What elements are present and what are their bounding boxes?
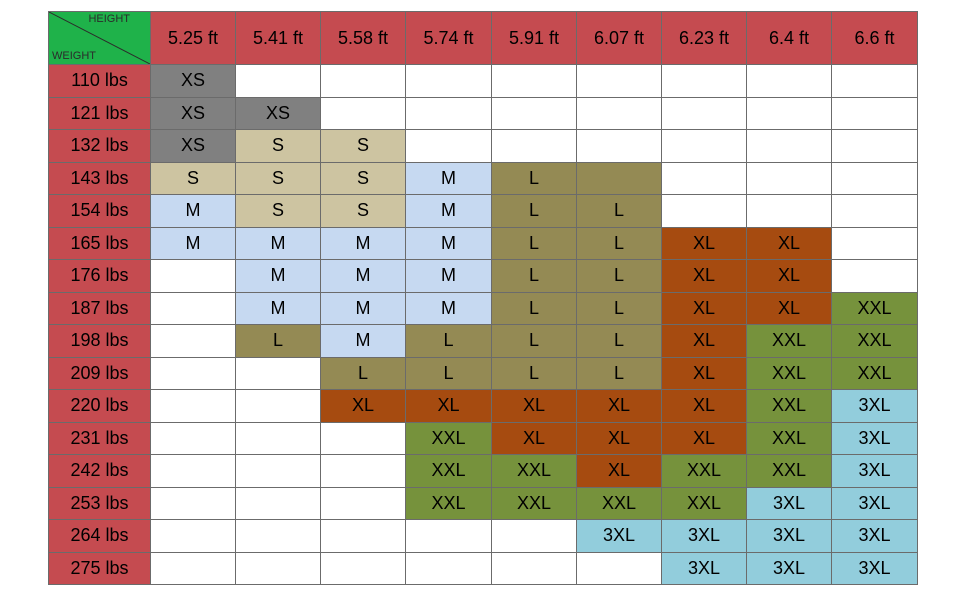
size-cell: L	[577, 292, 662, 325]
size-cell: XL	[406, 390, 492, 423]
size-cell	[321, 552, 406, 585]
weight-header-cell: 143 lbs	[49, 162, 151, 195]
size-cell: XS	[236, 97, 321, 130]
table-row	[49, 390, 918, 423]
size-cell	[236, 552, 321, 585]
size-cell: L	[577, 227, 662, 260]
size-cell: S	[321, 130, 406, 163]
size-cell	[832, 97, 918, 130]
weight-header-cell: 198 lbs	[49, 325, 151, 358]
size-cell: L	[236, 325, 321, 358]
size-cell: 3XL	[662, 520, 747, 553]
size-cell	[236, 455, 321, 488]
table-row	[49, 195, 918, 228]
corner-cell	[49, 12, 151, 65]
size-cell	[151, 260, 236, 293]
height-axis-label: HEIGHT	[88, 13, 130, 25]
size-cell: L	[577, 195, 662, 228]
size-cell	[406, 97, 492, 130]
size-cell: XL	[662, 325, 747, 358]
size-cell: XXL	[492, 455, 577, 488]
size-cell	[151, 390, 236, 423]
size-cell: XXL	[406, 455, 492, 488]
size-chart-body	[49, 12, 918, 585]
size-cell	[662, 162, 747, 195]
weight-header-cell: 242 lbs	[49, 455, 151, 488]
table-row	[49, 97, 918, 130]
size-cell	[832, 195, 918, 228]
size-cell	[236, 520, 321, 553]
size-cell: 3XL	[832, 390, 918, 423]
size-cell	[236, 422, 321, 455]
size-cell	[406, 65, 492, 98]
size-cell: XL	[321, 390, 406, 423]
size-cell	[151, 552, 236, 585]
height-header-cell: 6.6 ft	[832, 12, 918, 65]
height-header-cell: 6.07 ft	[577, 12, 662, 65]
size-cell: L	[492, 195, 577, 228]
size-cell	[577, 162, 662, 195]
table-row	[49, 422, 918, 455]
size-cell	[832, 65, 918, 98]
weight-header-cell: 121 lbs	[49, 97, 151, 130]
table-row	[49, 65, 918, 98]
size-cell: XL	[662, 357, 747, 390]
size-cell: M	[151, 195, 236, 228]
size-cell	[492, 552, 577, 585]
table-row	[49, 357, 918, 390]
table-row	[49, 325, 918, 358]
size-cell: XXL	[832, 325, 918, 358]
height-header-cell: 5.74 ft	[406, 12, 492, 65]
size-cell	[321, 487, 406, 520]
size-cell	[151, 422, 236, 455]
size-cell: L	[492, 325, 577, 358]
size-cell: M	[236, 292, 321, 325]
size-cell: M	[406, 260, 492, 293]
size-cell	[321, 422, 406, 455]
height-header-cell: 6.23 ft	[662, 12, 747, 65]
weight-header-cell: 209 lbs	[49, 357, 151, 390]
size-cell	[662, 130, 747, 163]
size-cell: XXL	[747, 455, 832, 488]
weight-axis-label: WEIGHT	[52, 50, 96, 62]
size-cell: XXL	[662, 455, 747, 488]
height-header-row	[49, 12, 918, 65]
size-cell: S	[236, 195, 321, 228]
size-cell: 3XL	[577, 520, 662, 553]
table-row	[49, 260, 918, 293]
size-cell	[406, 552, 492, 585]
size-cell: L	[492, 292, 577, 325]
size-cell: 3XL	[662, 552, 747, 585]
size-cell: L	[492, 227, 577, 260]
size-cell: XXL	[832, 292, 918, 325]
size-cell	[832, 130, 918, 163]
size-cell	[492, 65, 577, 98]
size-cell	[832, 260, 918, 293]
size-cell: M	[236, 260, 321, 293]
size-cell: M	[406, 292, 492, 325]
size-cell	[151, 292, 236, 325]
size-cell	[236, 65, 321, 98]
size-cell: XXL	[747, 422, 832, 455]
table-row	[49, 227, 918, 260]
size-cell	[236, 487, 321, 520]
size-cell: S	[151, 162, 236, 195]
size-cell: 3XL	[747, 552, 832, 585]
size-cell	[406, 520, 492, 553]
size-cell	[662, 97, 747, 130]
size-cell: 3XL	[832, 520, 918, 553]
size-cell	[151, 520, 236, 553]
size-cell: XL	[577, 455, 662, 488]
size-cell: 3XL	[832, 422, 918, 455]
size-cell	[321, 520, 406, 553]
size-cell: L	[492, 260, 577, 293]
size-cell: XXL	[832, 357, 918, 390]
size-cell: XL	[662, 292, 747, 325]
size-cell: XL	[662, 422, 747, 455]
size-cell: L	[406, 325, 492, 358]
height-header-cell: 5.58 ft	[321, 12, 406, 65]
size-cell: XXL	[406, 487, 492, 520]
size-cell: L	[577, 357, 662, 390]
weight-header-cell: 253 lbs	[49, 487, 151, 520]
size-cell: 3XL	[747, 520, 832, 553]
weight-header-cell: 264 lbs	[49, 520, 151, 553]
size-cell	[577, 552, 662, 585]
size-cell	[151, 487, 236, 520]
height-header-cell: 5.25 ft	[151, 12, 236, 65]
weight-header-cell: 275 lbs	[49, 552, 151, 585]
size-cell: 3XL	[747, 487, 832, 520]
height-header-cell: 5.41 ft	[236, 12, 321, 65]
size-cell: L	[492, 162, 577, 195]
size-cell: XL	[747, 260, 832, 293]
size-cell: XS	[151, 97, 236, 130]
size-cell	[406, 130, 492, 163]
table-row	[49, 552, 918, 585]
size-cell	[662, 65, 747, 98]
size-cell: S	[236, 162, 321, 195]
size-cell	[832, 227, 918, 260]
size-cell: L	[406, 357, 492, 390]
size-cell: XXL	[406, 422, 492, 455]
size-cell: 3XL	[832, 552, 918, 585]
size-cell: XL	[662, 390, 747, 423]
size-cell	[747, 162, 832, 195]
size-cell: 3XL	[832, 455, 918, 488]
size-cell	[577, 97, 662, 130]
size-cell: XL	[747, 227, 832, 260]
size-cell	[747, 97, 832, 130]
size-cell: M	[321, 227, 406, 260]
weight-header-cell: 220 lbs	[49, 390, 151, 423]
size-cell	[832, 162, 918, 195]
size-cell: XS	[151, 65, 236, 98]
size-cell: L	[577, 325, 662, 358]
size-cell	[492, 520, 577, 553]
size-cell: XL	[492, 390, 577, 423]
size-cell: XXL	[492, 487, 577, 520]
size-cell: XXL	[747, 390, 832, 423]
size-cell: L	[321, 357, 406, 390]
table-row	[49, 130, 918, 163]
size-cell: M	[406, 227, 492, 260]
size-cell: XL	[492, 422, 577, 455]
size-cell: XL	[662, 260, 747, 293]
table-row	[49, 162, 918, 195]
height-header-cell: 5.91 ft	[492, 12, 577, 65]
table-row	[49, 487, 918, 520]
size-cell: XS	[151, 130, 236, 163]
weight-header-cell: 187 lbs	[49, 292, 151, 325]
weight-header-cell: 154 lbs	[49, 195, 151, 228]
table-row	[49, 455, 918, 488]
size-cell: M	[321, 325, 406, 358]
height-header-cell: 6.4 ft	[747, 12, 832, 65]
size-cell	[151, 325, 236, 358]
size-cell: XL	[747, 292, 832, 325]
size-cell	[747, 65, 832, 98]
size-cell: M	[236, 227, 321, 260]
size-cell	[321, 65, 406, 98]
size-cell: S	[321, 195, 406, 228]
size-cell	[492, 130, 577, 163]
size-cell: M	[151, 227, 236, 260]
size-cell: M	[406, 195, 492, 228]
size-chart-table	[48, 11, 918, 585]
size-cell	[321, 97, 406, 130]
size-cell	[577, 130, 662, 163]
size-cell	[747, 195, 832, 228]
size-cell: XXL	[747, 357, 832, 390]
weight-header-cell: 165 lbs	[49, 227, 151, 260]
size-cell	[151, 455, 236, 488]
size-cell	[321, 455, 406, 488]
weight-header-cell: 110 lbs	[49, 65, 151, 98]
size-cell	[236, 357, 321, 390]
size-cell: XL	[662, 227, 747, 260]
size-cell: M	[321, 292, 406, 325]
size-cell: S	[321, 162, 406, 195]
size-cell: S	[236, 130, 321, 163]
size-cell	[492, 97, 577, 130]
size-cell: L	[492, 357, 577, 390]
size-cell: XL	[577, 390, 662, 423]
size-cell: 3XL	[832, 487, 918, 520]
size-cell	[151, 357, 236, 390]
size-cell	[662, 195, 747, 228]
table-row	[49, 292, 918, 325]
size-cell: XL	[577, 422, 662, 455]
size-cell: M	[321, 260, 406, 293]
size-cell: L	[577, 260, 662, 293]
weight-header-cell: 231 lbs	[49, 422, 151, 455]
table-row	[49, 520, 918, 553]
weight-header-cell: 132 lbs	[49, 130, 151, 163]
size-cell: XXL	[747, 325, 832, 358]
size-cell	[577, 65, 662, 98]
size-cell: XXL	[577, 487, 662, 520]
weight-header-cell: 176 lbs	[49, 260, 151, 293]
size-cell	[747, 130, 832, 163]
size-cell	[236, 390, 321, 423]
size-cell: XXL	[662, 487, 747, 520]
size-cell: M	[406, 162, 492, 195]
